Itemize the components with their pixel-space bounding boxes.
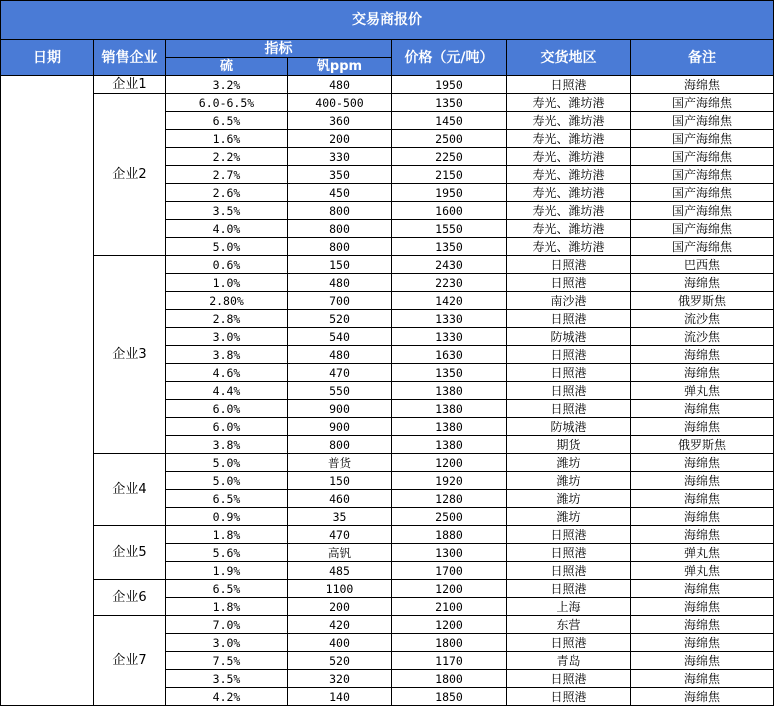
vanadium-cell[interactable]: 400-500 (288, 94, 392, 112)
remark-cell[interactable]: 国产海绵焦 (631, 202, 774, 220)
vanadium-cell[interactable]: 460 (288, 490, 392, 508)
delivery-cell[interactable]: 潍坊 (507, 490, 631, 508)
vanadium-cell[interactable]: 320 (288, 670, 392, 688)
price-cell[interactable]: 1380 (392, 382, 507, 400)
price-cell[interactable]: 1350 (392, 94, 507, 112)
remark-cell[interactable]: 海绵焦 (631, 274, 774, 292)
price-cell[interactable]: 2250 (392, 148, 507, 166)
sulfur-cell[interactable]: 5.0% (166, 238, 288, 256)
delivery-cell[interactable]: 日照港 (507, 274, 631, 292)
vanadium-cell[interactable]: 200 (288, 130, 392, 148)
vanadium-cell[interactable]: 1100 (288, 580, 392, 598)
delivery-cell[interactable]: 潍坊 (507, 472, 631, 490)
delivery-cell[interactable]: 日照港 (507, 382, 631, 400)
sulfur-cell[interactable]: 6.5% (166, 490, 288, 508)
vanadium-cell[interactable]: 800 (288, 436, 392, 454)
sulfur-cell[interactable]: 3.0% (166, 634, 288, 652)
sulfur-cell[interactable]: 4.2% (166, 688, 288, 706)
delivery-cell[interactable]: 东营 (507, 616, 631, 634)
delivery-cell[interactable]: 防城港 (507, 418, 631, 436)
sulfur-cell[interactable]: 2.8% (166, 310, 288, 328)
sulfur-cell[interactable]: 0.9% (166, 508, 288, 526)
sulfur-cell[interactable]: 4.6% (166, 364, 288, 382)
company-cell[interactable]: 企业3 (94, 256, 166, 454)
remark-cell[interactable]: 海绵焦 (631, 76, 774, 94)
company-cell[interactable]: 企业7 (94, 616, 166, 706)
vanadium-cell[interactable]: 900 (288, 400, 392, 418)
sulfur-cell[interactable]: 3.2% (166, 76, 288, 94)
vanadium-cell[interactable]: 520 (288, 310, 392, 328)
header-indicator[interactable]: 指标 (166, 40, 392, 58)
vanadium-cell[interactable]: 485 (288, 562, 392, 580)
delivery-cell[interactable]: 寿光、潍坊港 (507, 184, 631, 202)
remark-cell[interactable]: 海绵焦 (631, 454, 774, 472)
vanadium-cell[interactable]: 高钒 (288, 544, 392, 562)
vanadium-cell[interactable]: 150 (288, 472, 392, 490)
remark-cell[interactable]: 海绵焦 (631, 634, 774, 652)
remark-cell[interactable]: 国产海绵焦 (631, 94, 774, 112)
price-cell[interactable]: 1300 (392, 544, 507, 562)
sulfur-cell[interactable]: 2.80% (166, 292, 288, 310)
sulfur-cell[interactable]: 6.0-6.5% (166, 94, 288, 112)
sulfur-cell[interactable]: 3.0% (166, 328, 288, 346)
delivery-cell[interactable]: 日照港 (507, 310, 631, 328)
delivery-cell[interactable]: 寿光、潍坊港 (507, 130, 631, 148)
delivery-cell[interactable]: 日照港 (507, 634, 631, 652)
delivery-cell[interactable]: 日照港 (507, 400, 631, 418)
vanadium-cell[interactable]: 470 (288, 364, 392, 382)
price-cell[interactable]: 1200 (392, 580, 507, 598)
vanadium-cell[interactable]: 400 (288, 634, 392, 652)
remark-cell[interactable]: 弹丸焦 (631, 544, 774, 562)
delivery-cell[interactable]: 上海 (507, 598, 631, 616)
remark-cell[interactable]: 海绵焦 (631, 346, 774, 364)
company-cell[interactable]: 企业5 (94, 526, 166, 580)
price-cell[interactable]: 1700 (392, 562, 507, 580)
sulfur-cell[interactable]: 5.0% (166, 454, 288, 472)
sulfur-cell[interactable]: 3.5% (166, 670, 288, 688)
delivery-cell[interactable]: 日照港 (507, 526, 631, 544)
price-cell[interactable]: 1880 (392, 526, 507, 544)
remark-cell[interactable]: 巴西焦 (631, 256, 774, 274)
price-cell[interactable]: 1800 (392, 634, 507, 652)
table-row (1, 256, 774, 274)
delivery-cell[interactable]: 日照港 (507, 670, 631, 688)
price-cell[interactable]: 2150 (392, 166, 507, 184)
sulfur-cell[interactable]: 1.6% (166, 130, 288, 148)
delivery-cell[interactable]: 寿光、潍坊港 (507, 148, 631, 166)
remark-cell[interactable]: 海绵焦 (631, 598, 774, 616)
company-cell[interactable]: 企业6 (94, 580, 166, 616)
vanadium-cell[interactable]: 520 (288, 652, 392, 670)
remark-cell[interactable]: 国产海绵焦 (631, 220, 774, 238)
company-cell[interactable]: 企业2 (94, 94, 166, 256)
vanadium-cell[interactable]: 200 (288, 598, 392, 616)
price-cell[interactable]: 1450 (392, 112, 507, 130)
sulfur-cell[interactable]: 0.6% (166, 256, 288, 274)
remark-cell[interactable]: 流沙焦 (631, 328, 774, 346)
vanadium-cell[interactable]: 140 (288, 688, 392, 706)
vanadium-cell[interactable]: 470 (288, 526, 392, 544)
sulfur-cell[interactable]: 2.6% (166, 184, 288, 202)
header-sulfur[interactable]: 硫 (166, 58, 288, 76)
vanadium-cell[interactable]: 700 (288, 292, 392, 310)
sulfur-cell[interactable]: 6.0% (166, 400, 288, 418)
sulfur-cell[interactable]: 4.0% (166, 220, 288, 238)
price-cell[interactable]: 2430 (392, 256, 507, 274)
delivery-cell[interactable]: 寿光、潍坊港 (507, 94, 631, 112)
delivery-cell[interactable]: 日照港 (507, 562, 631, 580)
vanadium-cell[interactable]: 35 (288, 508, 392, 526)
sulfur-cell[interactable]: 1.9% (166, 562, 288, 580)
remark-cell[interactable]: 国产海绵焦 (631, 130, 774, 148)
remark-cell[interactable]: 海绵焦 (631, 688, 774, 706)
delivery-cell[interactable]: 日照港 (507, 256, 631, 274)
vanadium-cell[interactable]: 普货 (288, 454, 392, 472)
sulfur-cell[interactable]: 1.8% (166, 526, 288, 544)
price-cell[interactable]: 1950 (392, 184, 507, 202)
vanadium-cell[interactable]: 350 (288, 166, 392, 184)
price-cell[interactable]: 1350 (392, 238, 507, 256)
header-date[interactable]: 日期 (1, 40, 94, 76)
vanadium-cell[interactable]: 800 (288, 220, 392, 238)
sulfur-cell[interactable]: 6.5% (166, 580, 288, 598)
sulfur-cell[interactable]: 6.5% (166, 112, 288, 130)
price-cell[interactable]: 1550 (392, 220, 507, 238)
delivery-cell[interactable]: 日照港 (507, 346, 631, 364)
remark-cell[interactable]: 弹丸焦 (631, 562, 774, 580)
vanadium-cell[interactable]: 480 (288, 274, 392, 292)
vanadium-cell[interactable]: 800 (288, 238, 392, 256)
sulfur-cell[interactable]: 2.7% (166, 166, 288, 184)
delivery-cell[interactable]: 青岛 (507, 652, 631, 670)
delivery-cell[interactable]: 潍坊 (507, 508, 631, 526)
delivery-cell[interactable]: 寿光、潍坊港 (507, 238, 631, 256)
price-cell[interactable]: 1330 (392, 328, 507, 346)
table-row (1, 616, 774, 634)
remark-cell[interactable]: 海绵焦 (631, 418, 774, 436)
delivery-cell[interactable]: 潍坊 (507, 454, 631, 472)
vanadium-cell[interactable]: 800 (288, 202, 392, 220)
table-row (1, 454, 774, 472)
vanadium-cell[interactable]: 480 (288, 346, 392, 364)
delivery-cell[interactable]: 寿光、潍坊港 (507, 202, 631, 220)
vanadium-cell[interactable]: 360 (288, 112, 392, 130)
remark-cell[interactable]: 海绵焦 (631, 400, 774, 418)
vanadium-cell[interactable]: 480 (288, 76, 392, 94)
remark-cell[interactable]: 弹丸焦 (631, 382, 774, 400)
table-row (1, 580, 774, 598)
price-cell[interactable]: 1330 (392, 310, 507, 328)
sulfur-cell[interactable]: 3.8% (166, 346, 288, 364)
price-cell[interactable]: 2230 (392, 274, 507, 292)
remark-cell[interactable]: 海绵焦 (631, 526, 774, 544)
vanadium-cell[interactable]: 450 (288, 184, 392, 202)
company-cell[interactable]: 企业4 (94, 454, 166, 526)
vanadium-cell[interactable]: 550 (288, 382, 392, 400)
remark-cell[interactable]: 海绵焦 (631, 364, 774, 382)
sulfur-cell[interactable]: 1.8% (166, 598, 288, 616)
company-cell[interactable]: 企业1 (94, 76, 166, 94)
remark-cell[interactable]: 国产海绵焦 (631, 112, 774, 130)
table-row (1, 76, 774, 94)
sulfur-cell[interactable]: 6.0% (166, 418, 288, 436)
remark-cell[interactable]: 海绵焦 (631, 580, 774, 598)
delivery-cell[interactable]: 日照港 (507, 688, 631, 706)
header-remark[interactable]: 备注 (631, 40, 774, 76)
remark-cell[interactable]: 俄罗斯焦 (631, 436, 774, 454)
delivery-cell[interactable]: 日照港 (507, 580, 631, 598)
price-cell[interactable]: 1170 (392, 652, 507, 670)
price-cell[interactable]: 1200 (392, 616, 507, 634)
price-cell[interactable]: 1600 (392, 202, 507, 220)
delivery-cell[interactable]: 寿光、潍坊港 (507, 112, 631, 130)
sulfur-cell[interactable]: 5.6% (166, 544, 288, 562)
remark-cell[interactable]: 海绵焦 (631, 490, 774, 508)
sulfur-cell[interactable]: 5.0% (166, 472, 288, 490)
remark-cell[interactable]: 流沙焦 (631, 310, 774, 328)
remark-cell[interactable]: 国产海绵焦 (631, 148, 774, 166)
price-cell[interactable]: 1420 (392, 292, 507, 310)
sulfur-cell[interactable]: 3.8% (166, 436, 288, 454)
price-cell[interactable]: 1350 (392, 364, 507, 382)
table-row (1, 526, 774, 544)
remark-cell[interactable]: 海绵焦 (631, 670, 774, 688)
header-seller[interactable]: 销售企业 (94, 40, 166, 76)
sulfur-cell[interactable]: 2.2% (166, 148, 288, 166)
remark-cell[interactable]: 海绵焦 (631, 472, 774, 490)
header-delivery[interactable]: 交货地区 (507, 40, 631, 76)
price-cell[interactable]: 2500 (392, 508, 507, 526)
remark-cell[interactable]: 国产海绵焦 (631, 184, 774, 202)
price-cell[interactable]: 1380 (392, 400, 507, 418)
vanadium-cell[interactable]: 900 (288, 418, 392, 436)
remark-cell[interactable]: 海绵焦 (631, 508, 774, 526)
vanadium-cell[interactable]: 420 (288, 616, 392, 634)
price-cell[interactable]: 1950 (392, 76, 507, 94)
vanadium-cell[interactable]: 540 (288, 328, 392, 346)
header-vanadium[interactable]: 钒ppm (288, 58, 392, 76)
price-cell[interactable]: 2500 (392, 130, 507, 148)
price-cell[interactable]: 2100 (392, 598, 507, 616)
sulfur-cell[interactable]: 1.0% (166, 274, 288, 292)
delivery-cell[interactable]: 南沙港 (507, 292, 631, 310)
price-cell[interactable]: 1280 (392, 490, 507, 508)
remark-cell[interactable]: 海绵焦 (631, 616, 774, 634)
table-body (1, 76, 774, 706)
remark-cell[interactable]: 国产海绵焦 (631, 238, 774, 256)
sulfur-cell[interactable]: 7.5% (166, 652, 288, 670)
sulfur-cell[interactable]: 4.4% (166, 382, 288, 400)
remark-cell[interactable]: 国产海绵焦 (631, 166, 774, 184)
table-title[interactable]: 交易商报价 (1, 1, 774, 40)
price-cell[interactable]: 1380 (392, 436, 507, 454)
delivery-cell[interactable]: 日照港 (507, 76, 631, 94)
delivery-cell[interactable]: 日照港 (507, 364, 631, 382)
remark-cell[interactable]: 俄罗斯焦 (631, 292, 774, 310)
table-row (1, 94, 774, 112)
price-cell[interactable]: 1630 (392, 346, 507, 364)
vanadium-cell[interactable]: 330 (288, 148, 392, 166)
remark-cell[interactable]: 海绵焦 (631, 652, 774, 670)
price-cell[interactable]: 1920 (392, 472, 507, 490)
delivery-cell[interactable]: 寿光、潍坊港 (507, 220, 631, 238)
delivery-cell[interactable]: 日照港 (507, 544, 631, 562)
date-cell[interactable] (1, 76, 94, 706)
vanadium-cell[interactable]: 150 (288, 256, 392, 274)
sulfur-cell[interactable]: 3.5% (166, 202, 288, 220)
delivery-cell[interactable]: 寿光、潍坊港 (507, 166, 631, 184)
header-price[interactable]: 价格（元/吨） (392, 40, 507, 76)
sulfur-cell[interactable]: 7.0% (166, 616, 288, 634)
delivery-cell[interactable]: 防城港 (507, 328, 631, 346)
price-cell[interactable]: 1850 (392, 688, 507, 706)
delivery-cell[interactable]: 期货 (507, 436, 631, 454)
price-cell[interactable]: 1800 (392, 670, 507, 688)
price-cell[interactable]: 1200 (392, 454, 507, 472)
price-cell[interactable]: 1380 (392, 418, 507, 436)
